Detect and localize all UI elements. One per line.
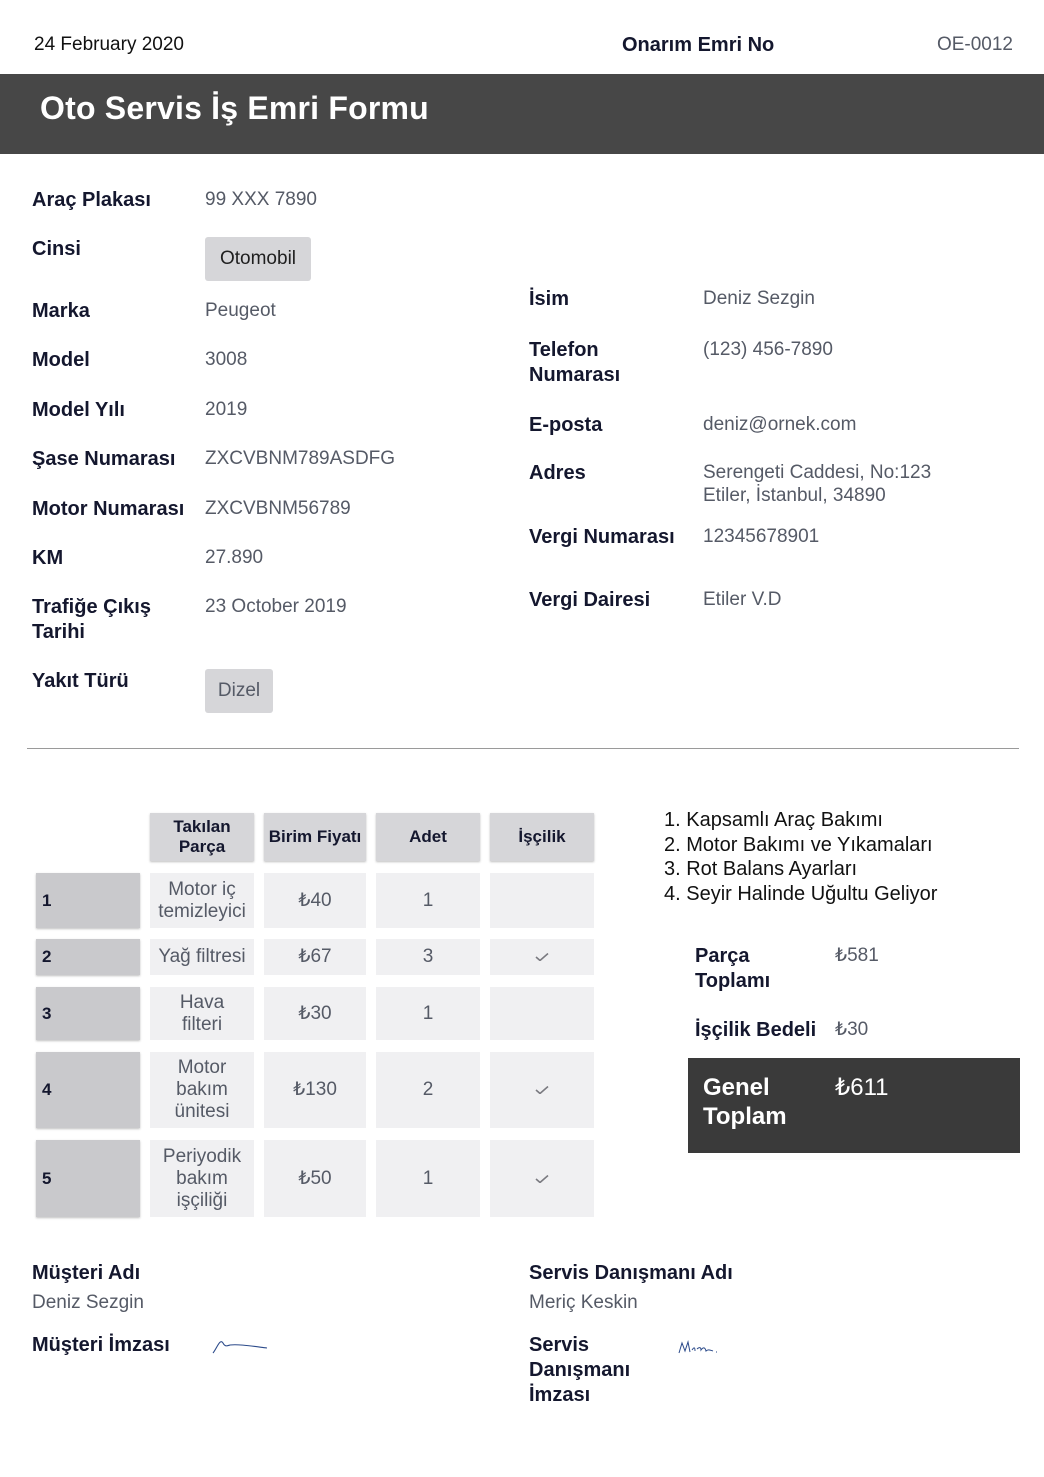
part-name [150, 873, 254, 928]
grand-total-label-line: Toplam [703, 1103, 787, 1130]
labor-cell [490, 1140, 594, 1217]
part-name: Yağ filtresi [150, 939, 254, 975]
km-value: 27.890 [205, 547, 264, 568]
part-name [150, 1140, 254, 1217]
brand-label: Marka [32, 300, 90, 322]
address-line: Etiler, İstanbul, 34890 [703, 485, 886, 506]
unit-price: ₺40 [264, 873, 366, 928]
header-part-line: Parça [178, 837, 226, 856]
registration-date-label-line: Tarihi [32, 621, 85, 643]
service-item: 3. Rot Balans Ayarları [664, 858, 858, 880]
model-year-label: Model Yılı [32, 399, 125, 421]
repair-order-number: OE-0012 [936, 34, 1013, 55]
tax-number-value: 12345678901 [703, 526, 820, 547]
plate-value: 99 XXX 7890 [205, 189, 317, 210]
checkmark-icon [535, 1175, 549, 1183]
services-list [664, 808, 937, 906]
advisor-name-value: Meriç Keskin [529, 1292, 638, 1313]
grand-total-label-line: Genel [703, 1074, 770, 1101]
row-number: 4 [36, 1052, 140, 1128]
quantity: 1 [376, 873, 480, 928]
repair-order-label: Onarım Emri No [622, 34, 775, 56]
row-number: 5 [36, 1140, 140, 1217]
quantity: 2 [376, 1052, 480, 1128]
labor-fee-label: İşçilik Bedeli [695, 1019, 817, 1041]
chassis-label: Şase Numarası [32, 448, 176, 470]
chassis-value: ZXCVBNM789ASDFG [205, 448, 396, 469]
part-name-line: Hava [179, 991, 225, 1013]
tax-office-label: Vergi Dairesi [529, 589, 651, 611]
quantity: 1 [376, 987, 480, 1040]
parts-total-value: ₺581 [835, 945, 879, 966]
section-divider [27, 748, 1019, 749]
advisor-signature-label-line: Servis [529, 1334, 590, 1356]
type-label: Cinsi [32, 238, 81, 260]
customer-name-sig-label: Müşteri Adı [32, 1262, 141, 1284]
row-number: 3 [36, 987, 140, 1040]
email-label: E-posta [529, 414, 603, 436]
part-name [150, 1052, 254, 1128]
header-part-line: Takılan [173, 817, 231, 836]
engine-label: Motor Numarası [32, 498, 185, 520]
quantity: 1 [376, 1140, 480, 1217]
header-unit-price: Birim Fiyatı [264, 813, 366, 861]
advisor-signature-label-line: Danışmanı [529, 1359, 631, 1381]
labor-fee-value: ₺30 [835, 1019, 869, 1040]
service-item: 1. Kapsamlı Araç Bakımı [664, 809, 883, 831]
customer-signature-label: Müşteri İmzası [32, 1334, 170, 1356]
checkmark-icon [535, 1086, 549, 1094]
unit-price: ₺130 [264, 1052, 366, 1128]
parts-total-label [695, 944, 770, 994]
header-labor: İşçilik [490, 813, 594, 861]
quantity: 3 [376, 939, 480, 975]
advisor-signature-icon [677, 1338, 721, 1358]
brand-value: Peugeot [205, 300, 276, 321]
customer-name-label: İsim [529, 288, 570, 310]
customer-name-sig-value: Deniz Sezgin [32, 1292, 144, 1313]
unit-price: ₺30 [264, 987, 366, 1040]
labor-cell [490, 873, 594, 928]
service-item: 4. Seyir Halinde Uğultu Geliyor [664, 882, 938, 905]
parts-total-label-line: Toplamı [695, 970, 771, 992]
row-number: 2 [36, 939, 140, 975]
registration-date-label [32, 595, 151, 645]
page-title: Oto Servis İş Emri Formu [40, 90, 429, 126]
part-name [150, 987, 254, 1040]
header-quantity: Adet [376, 813, 480, 861]
phone-label [529, 338, 620, 388]
engine-value: ZXCVBNM56789 [205, 498, 351, 519]
grand-total-label [703, 1073, 787, 1131]
part-name-line: işçiliği [176, 1189, 228, 1211]
address-label: Adres [529, 462, 586, 484]
advisor-signature-label-line: İmzası [529, 1384, 591, 1406]
checkmark-icon [535, 953, 549, 961]
row-number: 1 [36, 873, 140, 928]
km-label: KM [32, 547, 64, 569]
grand-total-box [688, 1058, 1020, 1153]
customer-signature-icon [211, 1334, 271, 1356]
tax-office-value: Etiler V.D [703, 589, 782, 610]
unit-price: ₺67 [264, 939, 366, 975]
part-name-line: Periyodik [162, 1145, 242, 1167]
header-part [150, 813, 254, 861]
type-chip: Otomobil [205, 237, 311, 281]
registration-date-value: 23 October 2019 [205, 596, 347, 617]
part-name-line: ünitesi [174, 1101, 230, 1122]
top-bar [0, 0, 1044, 74]
model-year-value: 2019 [205, 399, 248, 420]
grand-total-value: ₺611 [835, 1074, 889, 1101]
email-value: deniz@ornek.com [703, 414, 857, 435]
unit-price: ₺50 [264, 1140, 366, 1217]
labor-cell [490, 1052, 594, 1128]
model-value: 3008 [205, 349, 248, 370]
labor-cell [490, 939, 594, 975]
model-label: Model [32, 349, 90, 371]
customer-name-value: Deniz Sezgin [703, 288, 815, 309]
part-name-line: Motor iç [168, 878, 236, 900]
part-name-line: bakım [176, 1167, 228, 1189]
plate-label: Araç Plakası [32, 189, 151, 211]
fuel-label: Yakıt Türü [32, 670, 129, 692]
phone-label-line: Numarası [529, 364, 621, 386]
part-name-line: Motor [177, 1057, 227, 1078]
phone-label-line: Telefon [529, 339, 599, 361]
advisor-name-label: Servis Danışmanı Adı [529, 1262, 733, 1284]
fuel-chip: Dizel [205, 669, 273, 713]
document-date: 24 February 2020 [34, 34, 184, 55]
part-name-line: temizleyici [158, 900, 246, 922]
tax-number-label: Vergi Numarası [529, 526, 675, 548]
advisor-signature-label [529, 1333, 630, 1408]
part-name-line: filteri [181, 1013, 223, 1035]
phone-value: (123) 456-7890 [703, 339, 833, 360]
part-name-line: bakım [176, 1079, 228, 1100]
title-banner [0, 74, 1044, 154]
address-value [703, 461, 931, 507]
labor-cell [490, 987, 594, 1040]
parts-total-label-line: Parça [695, 945, 750, 967]
address-line: Serengeti Caddesi, No:123 [703, 462, 932, 483]
registration-date-label-line: Trafiğe Çıkış [32, 596, 151, 618]
service-item: 2. Motor Bakımı ve Yıkamaları [664, 833, 933, 856]
